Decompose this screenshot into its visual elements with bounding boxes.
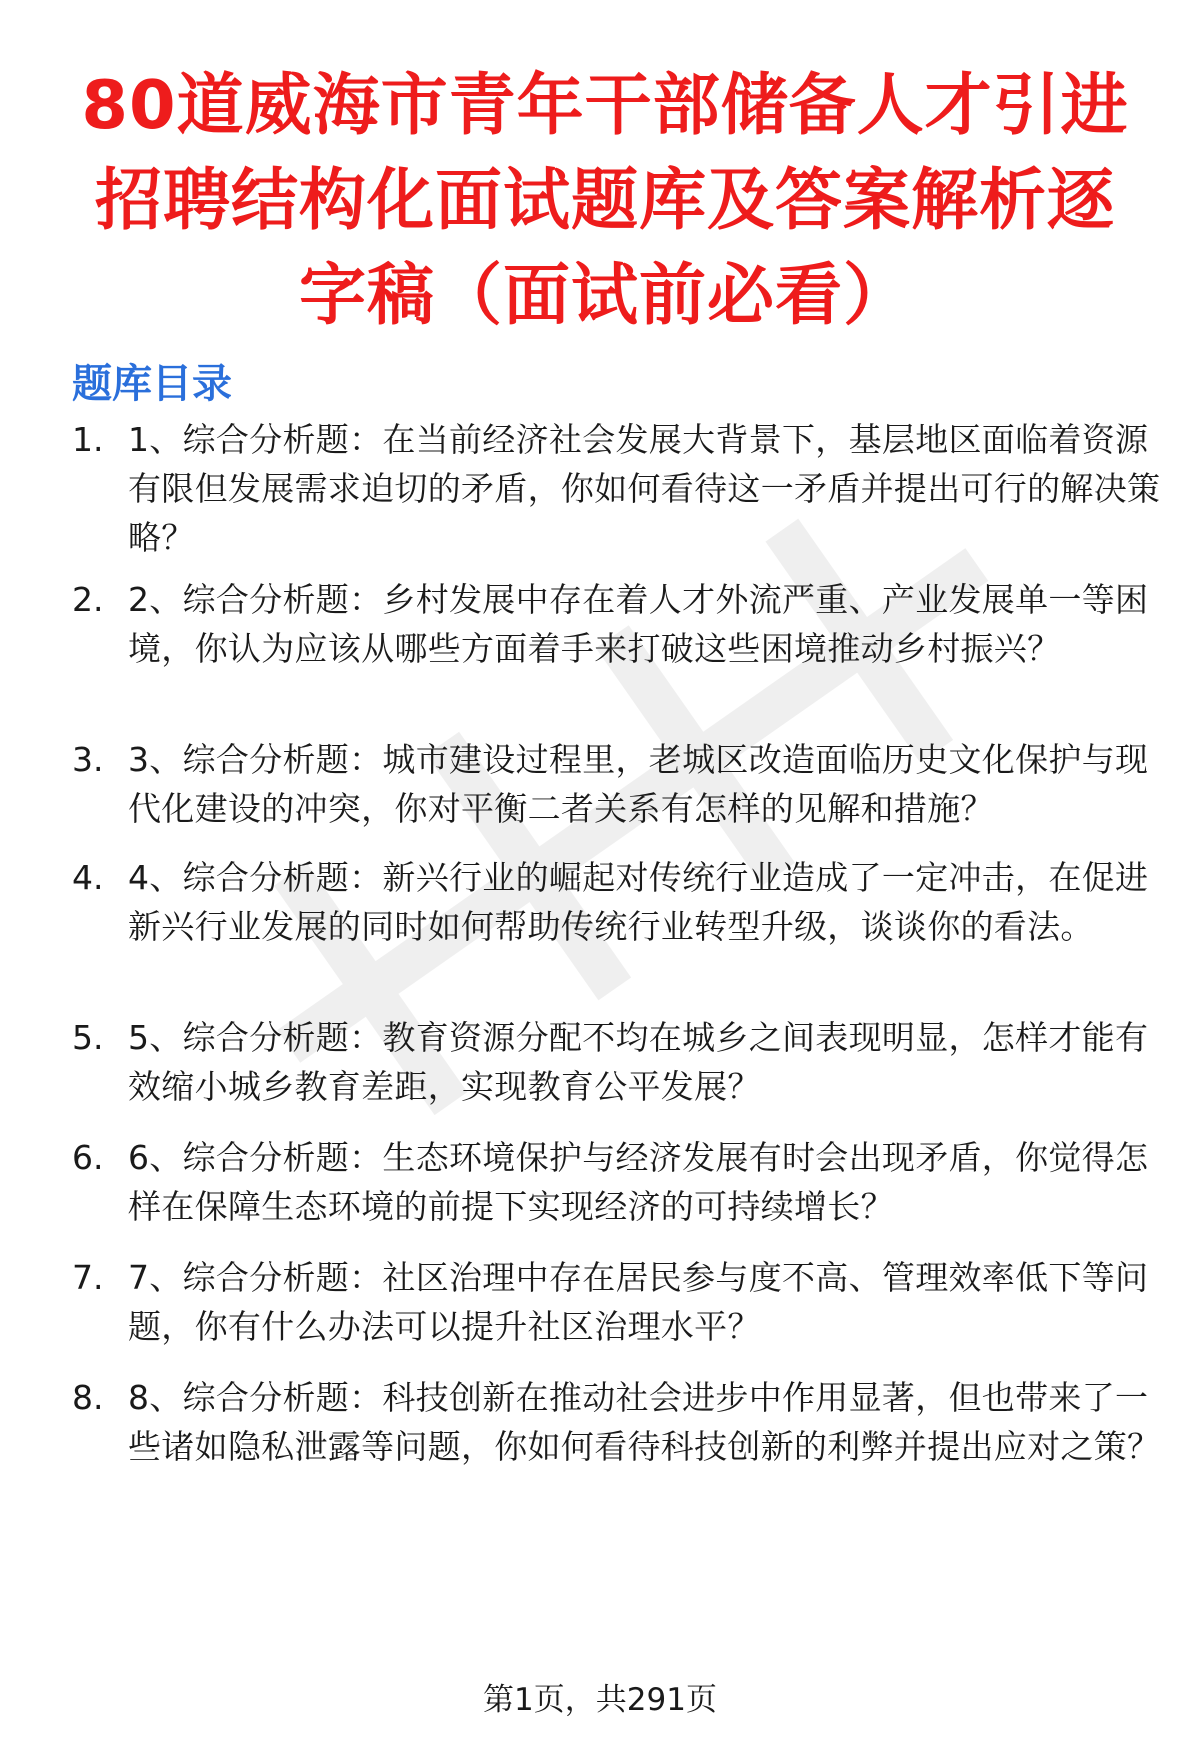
question-text: 1、综合分析题：在当前经济社会发展大背景下，基层地区面临着资源有限但发展需求迫切的矛盾，你如何看待这一矛盾并提出可行的解决策略？ (128, 420, 1161, 557)
question-number: 1. (72, 420, 104, 459)
question-number: 4. (72, 858, 104, 897)
question-text: 7、综合分析题：社区治理中存在居民参与度不高、管理效率低下等问题，你有什么办法可以提升社区治理水平？ (128, 1258, 1149, 1346)
question-text: 2、综合分析题：乡村发展中存在着人才外流严重、产业发展单一等困境，你认为应该从哪些方面着手来打破这些困境推动乡村振兴？ (128, 580, 1149, 668)
page-footer: 第1页，共291页 (483, 1682, 717, 1718)
question-text: 5、综合分析题：教育资源分配不均在城乡之间表现明显，怎样才能有效缩小城乡教育差距，实现教育公平发展？ (128, 1018, 1149, 1106)
question-text: 4、综合分析题：新兴行业的崛起对传统行业造成了一定冲击，在促进新兴行业发展的同时如何帮助传统行业转型升级，谈谈你的看法。 (128, 858, 1149, 946)
question-text: 6、综合分析题：生态环境保护与经济发展有时会出现矛盾，你觉得怎样在保障生态环境的前提下实现经济的可持续增长？ (128, 1138, 1149, 1226)
question-text: 3、综合分析题：城市建设过程里，老城区改造面临历史文化保护与现代化建设的冲突，你对平衡二者关系有怎样的见解和措施？ (128, 740, 1149, 828)
question-number: 7. (72, 1258, 104, 1297)
question-number: 6. (72, 1138, 104, 1177)
question-number: 3. (72, 740, 104, 779)
question-number: 8. (72, 1378, 104, 1417)
toc-heading: 题库目录 (72, 361, 232, 407)
document-title: 80道威海市青年干部储备人才引进招聘结构化面试题库及答案解析逐字稿（面试前必看） (81, 66, 1129, 334)
question-number: 2. (72, 580, 104, 619)
question-number: 5. (72, 1018, 104, 1057)
question-text: 8、综合分析题：科技创新在推动社会进步中作用显著，但也带来了一些诸如隐私泄露等问题，你如何看待科技创新的利弊并提出应对之策？ (128, 1378, 1161, 1466)
